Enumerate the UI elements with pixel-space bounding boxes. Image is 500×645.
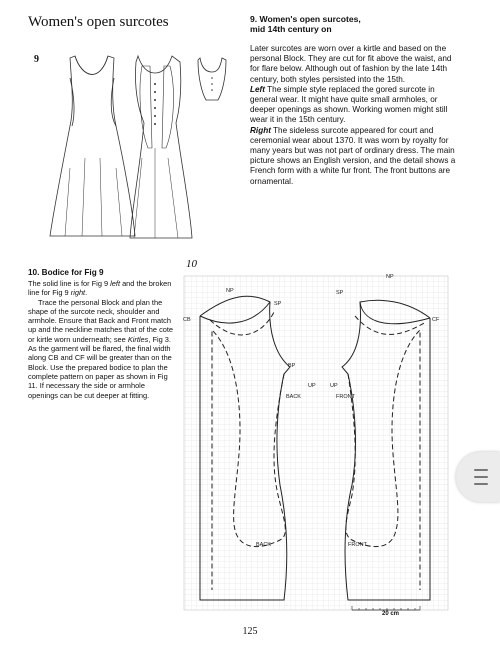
- figure-10-pattern: [180, 270, 455, 620]
- figure-9-number: 9: [34, 54, 39, 65]
- side-menu-button[interactable]: [456, 452, 500, 502]
- figure-10-number: 10: [186, 258, 197, 270]
- label-sp-left: SP: [274, 301, 282, 307]
- label-sp-right: SP: [336, 290, 344, 296]
- page-title: Women's open surcotes: [28, 14, 169, 30]
- caption10-text: The solid line is for Fig 9: [28, 279, 111, 288]
- label-back-upper: BACK: [286, 394, 301, 400]
- caption-intro: Later surcotes are worn over a kirtle and based on the personal Block. They are cut for fit above the waist, and for flare below. Although out of fashion by the late 14th century, both styles persisted into the 15th.: [250, 44, 452, 84]
- label-bp: BP: [288, 363, 296, 369]
- label-np-right: NP: [386, 274, 394, 280]
- figure-9-caption: [250, 44, 462, 187]
- figure-10-caption-title: 10. Bodice for Fig 9: [28, 268, 104, 277]
- label-np-left: NP: [226, 288, 234, 294]
- caption10-text: .: [85, 288, 88, 298]
- menu-line-icon: [474, 483, 488, 485]
- page-number: 125: [242, 626, 258, 637]
- figure-9-caption-title: 9. Women's open surcotes, mid 14th century on: [250, 14, 361, 34]
- figure-9-illustration: [30, 48, 245, 248]
- caption10-text: , Fig 3. As the garment will be flared, the final width along CB and CF will be greater than on the Block. Use the prepared bodice to plan the complete pattern on paper as shown in Fig 11. If necessary the side or armhole openings can be cut deeper at fitting.: [28, 334, 172, 400]
- caption10-text: and the broken line for Fig 9: [28, 279, 172, 298]
- label-up-right: UP: [330, 383, 338, 389]
- caption10-p1: [28, 279, 176, 298]
- pattern-grid: [184, 276, 448, 610]
- menu-line-icon: [474, 476, 488, 478]
- menu-line-icon: [474, 469, 488, 471]
- caption-left-lead: Left: [250, 84, 266, 94]
- caption10-italic: left: [110, 279, 121, 288]
- caption-left: [250, 85, 462, 126]
- caption-right-lead: Right: [250, 125, 271, 135]
- scale-label: 20 cm: [382, 611, 400, 617]
- label-back-lower: BACK: [256, 542, 271, 548]
- caption-right: [250, 126, 462, 187]
- caption10-italic: right: [70, 288, 86, 298]
- label-cf: CF: [432, 317, 440, 323]
- caption10-p2: [28, 298, 176, 400]
- label-front-upper: FRONT: [336, 394, 355, 400]
- caption-right-text: The sideless surcote appeared for court and ceremonial wear about 1370. It was worn by royalty for many years but was not part of ordinary dress. The main picture shows an English version, and the detail shows a French form with a white fur front. The front buttons are ornamental.: [250, 125, 456, 186]
- caption-left-text: The simple style replaced the gored surcote in general wear. It might have quite small armholes, or deeper openings as shown. Working women might still wear it in the 15th century.: [250, 84, 448, 125]
- figure-10-caption: [28, 279, 176, 400]
- label-cb: CB: [183, 317, 191, 323]
- label-front-lower: FRONT: [348, 542, 367, 548]
- caption10-text: Trace the personal Block and plan the shape of the surcote neck, shoulder and armhole. Ensure that Back and Front match up and the neckline matches that of the cote or kirtle worn underneath; see: [28, 297, 174, 344]
- label-up-left: UP: [308, 383, 316, 389]
- caption10-italic: Kirtles: [127, 334, 149, 344]
